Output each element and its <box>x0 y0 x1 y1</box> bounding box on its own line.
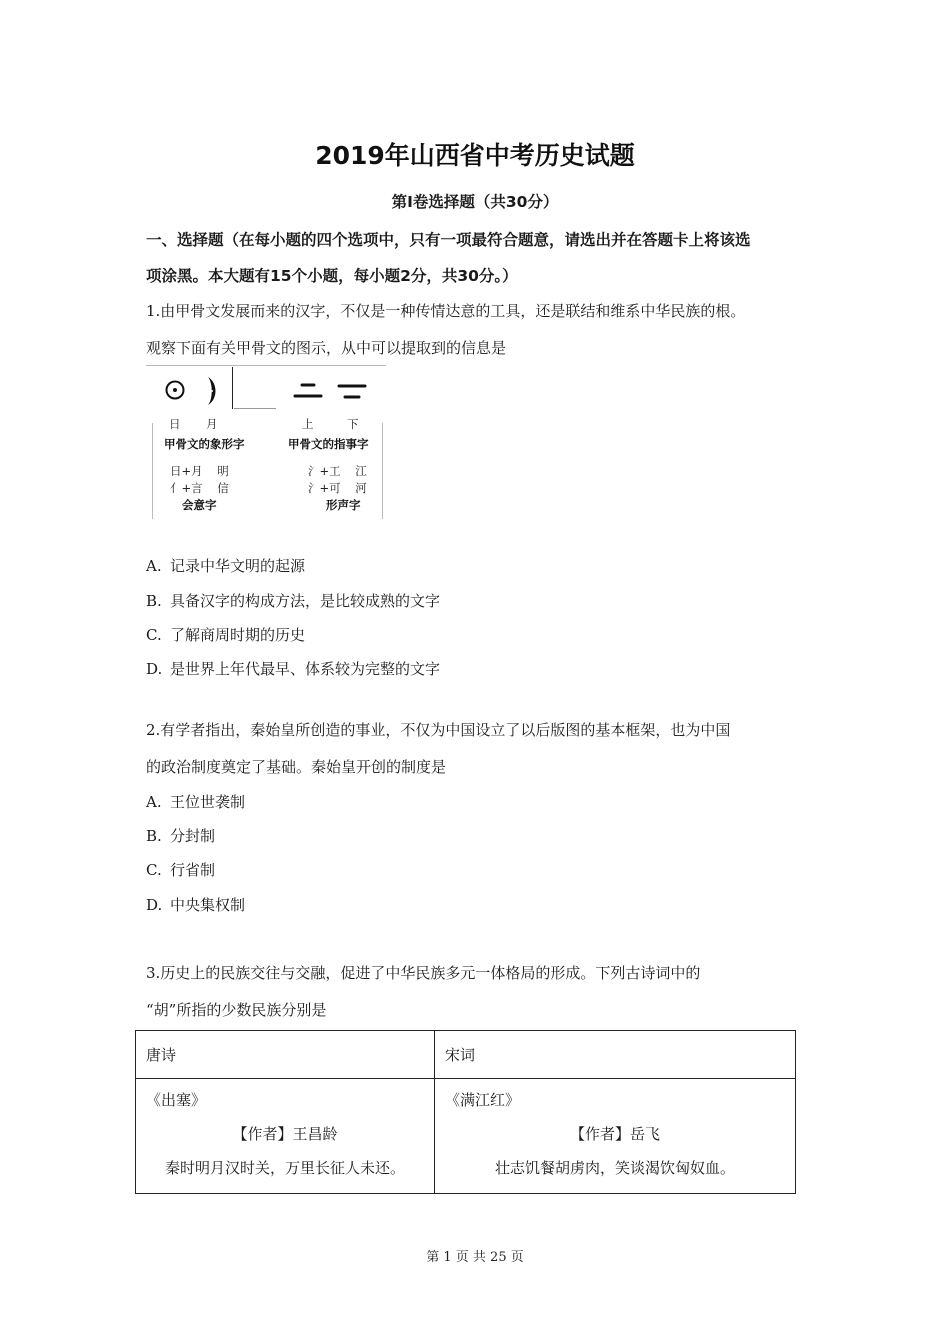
figure-divider <box>232 367 233 409</box>
q1-option-b <box>146 590 440 611</box>
label-down: 下 <box>347 417 359 431</box>
up-glyph-icon <box>292 381 324 403</box>
q2-stem-line-2: 的政治制度奠定了基础。秦始皇开创的制度是 <box>146 758 447 776</box>
q1-stem-line-2: 观察下面有关甲骨文的图示，从中可以提取到的信息是 <box>146 339 507 357</box>
q1-stem-line-1: 1.由甲骨文发展而来的汉字，不仅是一种传情达意的工具，还是联结和维系中华民族的根。 <box>146 302 746 320</box>
phono-caption: 形声字 <box>326 498 361 512</box>
header-song-ci: 宋词 <box>445 1046 476 1064</box>
right-poem-verse: 壮志饥餐胡虏肉，笑谈渴饮匈奴血。 <box>494 1159 735 1177</box>
left-poem-title: 《出塞》 <box>146 1091 207 1109</box>
moon-glyph-icon <box>204 375 222 407</box>
option-letter: B. <box>146 592 162 610</box>
option-text: 中央集权制 <box>170 896 246 914</box>
label-moon: 月 <box>206 417 218 431</box>
q1-option-d <box>146 658 440 679</box>
figure-top-rule <box>146 365 386 366</box>
option-letter: A. <box>146 793 162 811</box>
phono-row-2: 氵+可 河 <box>308 481 367 495</box>
header-tang-poem: 唐诗 <box>146 1046 177 1064</box>
compound-row-1: 日+月 明 <box>170 464 229 478</box>
option-letter: A. <box>146 557 162 575</box>
option-text: 了解商周时期的历史 <box>170 626 306 644</box>
label-sun: 日 <box>169 417 181 431</box>
figure-right-rule <box>382 423 383 519</box>
phono-row-1: 氵+工 江 <box>308 464 367 478</box>
label-up: 上 <box>302 417 314 431</box>
indicative-caption: 甲骨文的指事字 <box>288 437 369 451</box>
option-text: 具备汉字的构成方法，是比较成熟的文字 <box>170 592 441 610</box>
right-poem-author: 【作者】岳飞 <box>569 1125 660 1143</box>
left-poem-verse: 秦时明月汉时关，万里长征人未还。 <box>164 1159 405 1177</box>
q2-option-a <box>146 791 245 812</box>
page-footer: 第 1 页 共 25 页 <box>426 1250 524 1265</box>
q1-option-c <box>146 624 305 645</box>
q1-option-a <box>146 555 305 576</box>
option-letter: C. <box>146 861 162 879</box>
option-text: 记录中华文明的起源 <box>170 557 306 575</box>
option-letter: C. <box>146 626 162 644</box>
pictograph-caption: 甲骨文的象形字 <box>164 437 245 451</box>
instruction-line-1: 一、选择题（在每小题的四个选项中，只有一项最符合题意，请选出并在答题卡上将该选 <box>146 231 751 249</box>
down-glyph-icon <box>336 381 368 403</box>
instruction-line-2: 项涂黑。本大题有15个小题，每小题2分，共30分。） <box>146 267 518 285</box>
option-text: 行省制 <box>170 861 216 879</box>
q3-stem-line-2: “胡”所指的少数民族分别是 <box>146 1001 327 1019</box>
option-text: 王位世袭制 <box>170 793 246 811</box>
q3-stem-line-1: 3.历史上的民族交往与交融，促进了中华民族多元一体格局的形成。下列古诗词中的 <box>146 964 701 982</box>
option-letter: D. <box>146 896 163 914</box>
compound-row-2: 亻+言 信 <box>170 481 229 495</box>
q2-stem-line-1: 2.有学者指出，秦始皇所创造的事业，不仅为中国设立了以后版图的基本框架，也为中国 <box>146 721 731 739</box>
left-poem-author: 【作者】王昌龄 <box>232 1125 338 1143</box>
oracle-bone-figure <box>146 365 386 521</box>
q2-option-b <box>146 825 215 846</box>
option-letter: D. <box>146 660 163 678</box>
poem-table <box>135 1030 796 1194</box>
option-letter: B. <box>146 827 162 845</box>
option-text: 是世界上年代最早、体系较为完整的文字 <box>170 660 441 678</box>
figure-left-rule <box>152 423 153 519</box>
right-poem-title: 《满江红》 <box>445 1091 521 1109</box>
compound-caption: 会意字 <box>182 498 217 512</box>
q2-option-d <box>146 894 245 915</box>
section-title: 第Ⅰ卷选择题（共30分） <box>391 193 559 211</box>
figure-divider-base <box>234 408 276 409</box>
table-header-divider <box>136 1078 795 1079</box>
q2-option-c <box>146 859 215 880</box>
option-text: 分封制 <box>170 827 216 845</box>
page-title: 2019年山西省中考历史试题 <box>315 141 635 170</box>
sun-glyph-icon <box>164 379 186 401</box>
